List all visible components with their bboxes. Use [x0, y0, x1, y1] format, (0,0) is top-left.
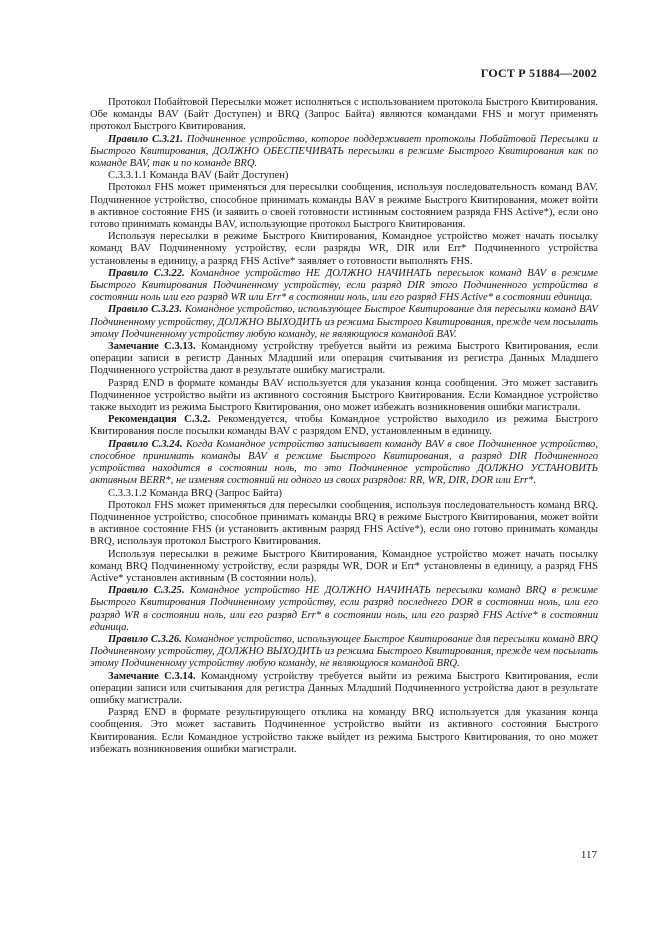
paragraph-text: Протокол FHS может применяться для пересылки сообщения, используя последовательность команд BAV. Подчиненное устройство, способное принимать команды BAV в режиме Быстрого Квитирования, может войти в активное состояние FHS (и заявить о своей готовности истинным состоянием разряда FHS Active*), если оно готово принимать команды BAV, использующие протокол Быстрого Квитирования.	[90, 182, 598, 231]
note-c-3-13	[90, 341, 598, 378]
paragraph	[90, 500, 598, 549]
paragraph-text: Используя пересылки в режиме Быстрого Квитирования, Командное устройство может начать посылку команд BAV Подчиненному устройству, если разряды WR, DIR или Err* Подчиненного устройства установлены в единицу, а разряд FHS Active* заявляет о готовности выполнять FHS.	[90, 231, 598, 267]
paragraph	[90, 182, 598, 231]
paragraph-text: Протокол FHS может применяться для пересылки сообщения, используя последовательность команд BRQ. Подчиненное устройство, способное принимать команды BRQ в режиме Быстрого Квитирования, может войти в активное состояние FHS (и установить активным разряд FHS Active*), если оно готово принимать команды BRQ, используя протокол Быстрого Квитирования.	[90, 499, 598, 548]
rule-c-3-22	[90, 268, 598, 305]
note-text: Командному устройству требуется выйти из режима Быстрого Квитирования, если операции записи или считывания для регистра Данных Младший Подчиненного устройства дают в результате ошибку магистрали.	[90, 670, 599, 706]
rule-lead: Правило C.3.21.	[108, 133, 183, 145]
note-text: Командному устройству требуется выйти из режима Быстрого Квитирования, если операции записи в регистр Данных Младший или операция считывания из регистра Данных Младшего Подчиненного устройства дают в результате ошибку магистрали.	[90, 341, 599, 377]
document-header: ГОСТ Р 51884—2002	[480, 66, 597, 80]
rule-text: Командное устройство НЕ ДОЛЖНО НАЧИНАТЬ пересылок команд BAV в режиме Быстрого Квитирования Подчиненному устройству, если разряд DIR этого Подчиненного устройства в состоянии ноль или его разряд WR или Err* в состоянии ноль, или его разряд FHS Active* в состоянии единица.	[90, 267, 599, 304]
paragraph-text: Разряд END в формате команды BAV используется для указания конца сообщения. Это может заставить Подчиненное устройство выйти из активного состояния Быстрого Квитирования. Если Командное устройство также выходит из режима Быстрого Квитирования, оно может избежать возникновения ошибки магистрали.	[90, 377, 598, 414]
note-lead: Замечание C.3.14.	[108, 670, 196, 682]
rule-c-3-26	[90, 634, 598, 671]
note-lead: Замечание C.3.13.	[108, 341, 196, 353]
paragraph-text: Разряд END в формате результирующего отклика на команду BRQ используется для указания конца сообщения. Это может заставить Подчиненное устройство выйти из активного состояния Быстрого Квитирования. Если Командное устройство также выйдет из режима Быстрого Квитирования, то оно может избежать возникновения ошибки магистрали.	[90, 707, 598, 755]
rule-text: Командное устройство, использующее Быстрое Квитирование для пересылки команд BAV Подчиненному устройству, ДОЛЖНО ВЫХОДИТЬ из режима Быстрого Квитирования, прежде чем посылать этому Подчиненному устройству любую команду, не являющуюся командой BAV.	[90, 304, 598, 340]
section-heading-bav	[90, 170, 598, 182]
rule-c-3-23	[90, 304, 598, 341]
paragraph	[90, 231, 598, 268]
paragraph-text: C.3.3.1.1 Команда BAV (Байт Доступен)	[108, 170, 289, 182]
paragraph-text: C.3.3.1.2 Команда BRQ (Запрос Байта)	[108, 487, 283, 499]
paragraph-text: Протокол Побайтовой Пересылки может исполняться с использованием протокола Быстрого Квитирования. Обе команды BAV (Байт Доступен) и BRQ (Запрос Байта) являются командами FHS и могут применять протокол Быстрого Квитирования.	[90, 97, 598, 133]
rule-lead: Правило C.3.25.	[108, 585, 185, 597]
paragraph	[90, 378, 598, 415]
rule-c-3-21	[90, 134, 598, 171]
recommendation-lead: Рекомендация C.3.2.	[108, 414, 211, 426]
page-number: 117	[580, 849, 597, 861]
rule-text: Командное устройство, использующее Быстрое Квитирование для пересылки команд BRQ Подчиненному устройству, ДОЛЖНО ВЫХОДИТЬ из режима Быстрого Квитирования, прежде чем посылать этому Подчиненному устройству любую команду, не являющуюся командой BRQ.	[90, 633, 598, 670]
rule-c-3-24	[90, 439, 598, 488]
paragraph-intro	[90, 97, 598, 134]
rule-lead: Правило C.3.22.	[108, 267, 185, 279]
rule-lead: Правило C.3.23.	[108, 304, 182, 316]
recommendation-text: Рекомендуется, чтобы Командное устройство выходило из режима Быстрого Квитирования после посылки команды BAV с разрядом END, установленным в единицу.	[90, 414, 598, 438]
section-heading-brq	[90, 488, 598, 500]
rule-lead: Правило C.3.26.	[108, 633, 182, 645]
rule-text: Подчиненное устройство, которое поддерживает протоколы Побайтовой Пересылки и Быстрого Квитирования, ДОЛЖНО ОБЕСПЕЧИВАТЬ пересылки в режиме Быстрого Квитирования как по команде BAV, так и по команде BRQ.	[90, 133, 598, 170]
paragraph-text: Используя пересылки в режиме Быстрого Квитирования, Командное устройство может начать посылку команд BRQ Подчиненному устройству, если разряды WR, DOR и Err* установлены в единицу, а разряд FHS Active* установлен активным (В состоянии ноль).	[90, 548, 598, 584]
page-body	[90, 97, 598, 756]
note-c-3-14	[90, 671, 598, 708]
rule-text: Когда Командное устройство записывает команду BAV в свое Подчиненное устройство, способное принимать команды BAV в режиме Быстрого Квитирования, а разряд DIR Подчиненного устройства находится в состоянии ноль, то это Подчиненное устройство ДОЛЖНО УСТАНОВИТЬ активным BERR*, не изменяя состояний ни одного из своих разрядов: RR, WR, DIR, DOR или Err*.	[90, 438, 598, 487]
rule-text: Командное устройство НЕ ДОЛЖНО НАЧИНАТЬ пересылки команд BRQ в режиме Быстрого Квитирования Подчиненному устройству, если разряд последнего DOR в состоянии ноль, или его разряд WR в состоянии ноль, или его разряд Err* в состоянии ноль, или его разряд FHS Active* в состоянии единица.	[90, 585, 598, 633]
paragraph	[90, 549, 598, 586]
recommendation-c-3-2	[90, 414, 598, 438]
rule-c-3-25	[90, 585, 598, 634]
paragraph	[90, 707, 598, 756]
rule-lead: Правило C.3.24.	[108, 438, 183, 450]
